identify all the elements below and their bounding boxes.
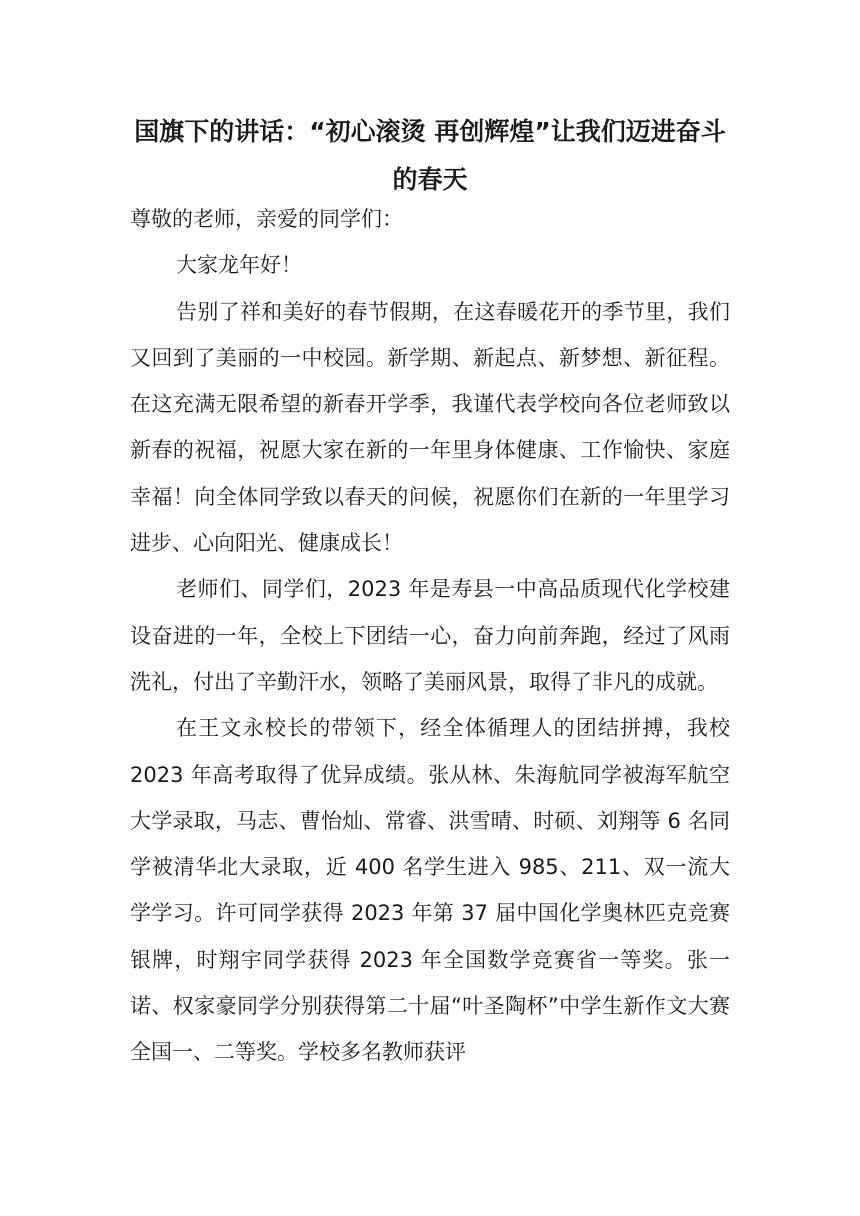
salutation: 尊敬的老师，亲爱的同学们： bbox=[130, 207, 403, 231]
document-title: 国旗下的讲话：“初心滚烫 再创辉煌”让我们迈进奋斗的春天 bbox=[134, 117, 726, 194]
body-paragraph: 在王文永校长的带领下，经全体循理人的团结拼搏，我校 2023 年高考取得了优异成绩。张从林、朱海航同学被海军航空大学录取，马志、曹怡灿、常睿、洪雪晴、时硕、刘翔等 6 名同学被清华北大录取，近 400 名学生进入 985、211、双一流大学学习。许可同学获得 2023 年第 37 届中国化学奥林匹克竞赛银牌，时翔宇同学获得 2023 年全国数学竞赛省一等奖。张一诺、权家豪同学分别获得第二十届“叶圣陶杯”中学生新作文大赛全国一、二等奖。学校多名教师获评 bbox=[130, 716, 730, 1065]
body-paragraph: 告别了祥和美好的春节假期，在这春暖花开的季节里，我们又回到了美丽的一中校园。新学期、新起点、新梦想、新征程。在这充满无限希望的新春开学季，我谨代表学校向各位老师致以新春的祝福，祝愿大家在新的一年里身体健康、工作愉快、家庭幸福！向全体同学致以春天的问候，祝愿你们在新的一年里学习进步、心向阳光、健康成长！ bbox=[130, 299, 730, 556]
document-body bbox=[130, 196, 730, 1076]
greeting-paragraph: 大家龙年好！ bbox=[176, 253, 302, 278]
body-paragraph: 老师们、同学们，2023 年是寿县一中高品质现代化学校建设奋进的一年，全校上下团结一心，奋力向前奔跑，经过了风雨洗礼，付出了辛勤汗水，领略了美丽风景，取得了非凡的成就。 bbox=[130, 577, 730, 694]
